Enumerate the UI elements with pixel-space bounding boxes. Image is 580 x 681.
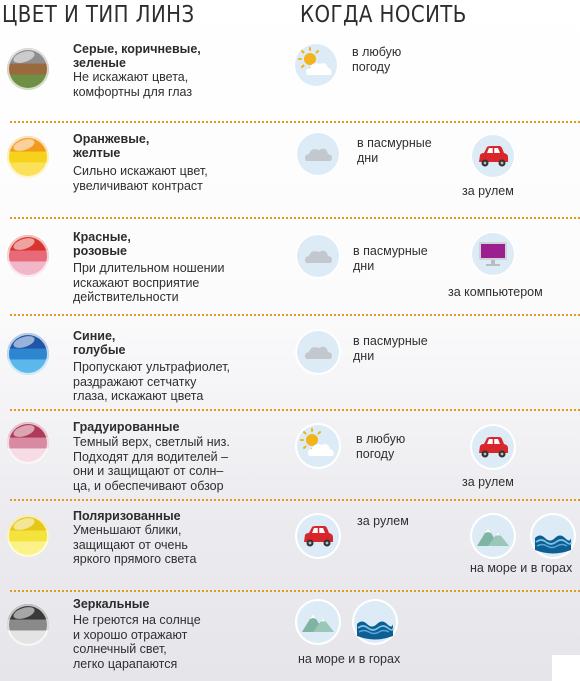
cloud-icon: [295, 131, 341, 177]
lens-description-line: Пропускают ультрафиолет,: [73, 360, 231, 374]
row-divider: [10, 409, 580, 411]
lens-title-line: Серые, коричневые,: [73, 42, 201, 56]
wave-icon: [530, 513, 576, 559]
lens-swatch: [7, 48, 49, 90]
usage-label: [357, 136, 432, 165]
lens-description-line: Не греются на солнце: [73, 613, 201, 627]
usage-label: [353, 244, 428, 273]
lens-title-line: Градуированные: [73, 420, 180, 434]
lens-description-line: Сильно искажают цвет,: [73, 164, 208, 178]
lens-description-line: защищают от очень: [73, 537, 188, 552]
usage-label: [356, 432, 405, 461]
cloud-icon: [295, 233, 341, 279]
monitor-icon: [470, 231, 516, 277]
lens-description: [73, 70, 192, 99]
usage-label-line: на море и в горах: [470, 561, 573, 575]
lens-swatch: [7, 422, 49, 464]
lens-description-line: глаза, искажают цвета: [73, 389, 204, 403]
lens-description-line: легко царапаются: [73, 656, 178, 671]
usage-label: [357, 514, 409, 529]
row-divider: [10, 217, 580, 219]
lens-description-line: солнечный свет,: [73, 642, 167, 656]
lens-title-line: Красные,: [73, 230, 131, 244]
lens-title-line: желтые: [73, 146, 121, 160]
lens-description: [73, 360, 230, 404]
lens-description-line: ца, и обеспечивают обзор: [73, 478, 224, 493]
lens-description-line: Темный верх, светлый низ.: [73, 435, 230, 449]
lens-title: [73, 420, 179, 434]
usage-label: [470, 561, 572, 576]
usage-label-line: на море и в горах: [298, 652, 401, 666]
lens-swatch: [7, 136, 49, 178]
lens-title: [73, 42, 201, 70]
lens-title: [73, 509, 181, 523]
lens-swatch: [7, 333, 49, 375]
lens-type-header: ЦВЕТ И ТИП ЛИНЗ: [2, 2, 195, 28]
usage-label-line: дни: [357, 150, 379, 165]
lens-title: [73, 132, 149, 160]
mountain-icon: [295, 599, 341, 645]
lens-description: [73, 261, 225, 305]
lens-title: [73, 329, 125, 357]
lens-swatch: [7, 515, 49, 557]
lens-description-line: Подходят для водителей –: [73, 449, 229, 464]
lens-title: [73, 230, 131, 258]
lens-description-line: и хорошо отражают: [73, 627, 188, 642]
lens-description: [73, 164, 208, 193]
mountain-icon: [470, 513, 516, 559]
lens-description: [73, 523, 196, 567]
row-divider: [10, 590, 580, 592]
car-icon: [295, 513, 341, 559]
usage-label-line: за рулем: [462, 184, 514, 198]
lens-description-line: яркого прямого света: [73, 552, 197, 566]
usage-label-line: погоду: [352, 59, 391, 74]
lens-title-line: Поляризованные: [73, 509, 181, 523]
sun-cloud-icon: [293, 42, 339, 88]
lens-title-line: голубые: [73, 343, 126, 357]
lens-title: [73, 597, 149, 611]
usage-label-line: дни: [353, 348, 375, 363]
when-to-wear-header: КОГДА НОСИТЬ: [300, 2, 467, 28]
corner-patch: [552, 655, 580, 681]
usage-label: [298, 652, 400, 667]
lens-title-line: розовые: [73, 244, 127, 258]
lens-title-line: зеленые: [73, 56, 126, 70]
usage-label-line: в пасмурные: [353, 244, 428, 258]
lens-description-line: увеличивают контраст: [73, 178, 203, 193]
car-icon: [470, 424, 516, 470]
usage-label-line: в пасмурные: [353, 334, 428, 348]
usage-label-line: за рулем: [462, 475, 514, 489]
lens-description-line: действительности: [73, 290, 179, 304]
lens-description-line: раздражают сетчатку: [73, 374, 197, 389]
usage-label: [353, 334, 428, 363]
lens-swatch: [7, 235, 49, 277]
usage-label-line: погоду: [356, 446, 395, 461]
lens-description: [73, 435, 230, 493]
usage-label: [462, 184, 514, 199]
lens-description: [73, 613, 201, 671]
lens-description-line: комфортны для глаз: [73, 84, 193, 99]
usage-label: [462, 475, 514, 490]
usage-label-line: в любую: [356, 432, 406, 446]
cloud-icon: [295, 329, 341, 375]
lens-swatch: [7, 604, 49, 646]
usage-label-line: в пасмурные: [357, 136, 432, 150]
lens-description-line: они и защищают от солн–: [73, 464, 224, 478]
usage-label: [352, 45, 401, 74]
usage-label-line: дни: [353, 258, 375, 273]
row-divider: [10, 499, 580, 501]
lens-description-line: При длительном ношении: [73, 261, 225, 275]
usage-label-line: за компьютером: [448, 285, 543, 299]
car-icon: [470, 133, 516, 179]
usage-label: [448, 285, 543, 300]
row-divider: [10, 121, 580, 123]
lens-description-line: Не искажают цвета,: [73, 70, 189, 84]
lens-title-line: Зеркальные: [73, 597, 150, 611]
usage-label-line: за рулем: [357, 514, 409, 528]
lens-title-line: Синие,: [73, 329, 116, 343]
lens-description-line: искажают восприятие: [73, 275, 200, 290]
usage-label-line: в любую: [352, 45, 402, 59]
wave-icon: [352, 599, 398, 645]
sun-cloud-icon: [295, 423, 341, 469]
row-divider: [10, 314, 580, 316]
lens-description-line: Уменьшают блики,: [73, 523, 182, 537]
lens-title-line: Оранжевые,: [73, 132, 150, 146]
